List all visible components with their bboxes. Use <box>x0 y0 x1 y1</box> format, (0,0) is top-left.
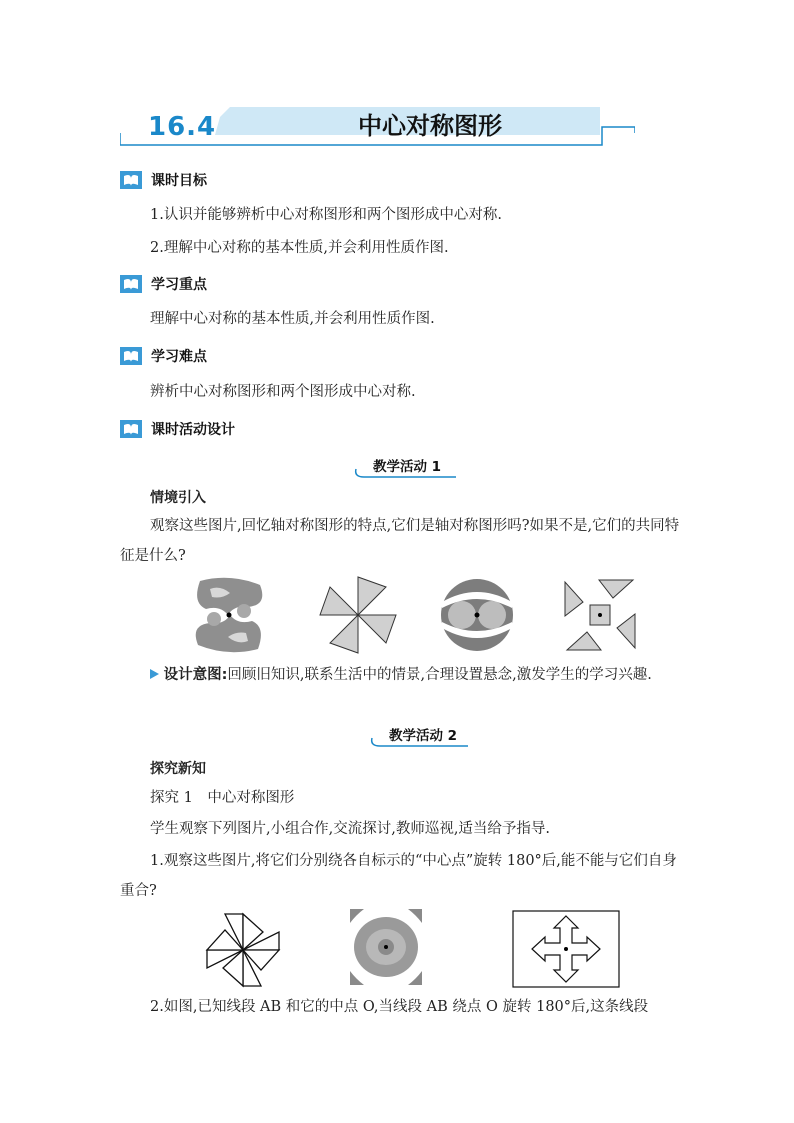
section-number: 16.4 <box>148 112 217 142</box>
book-icon <box>120 347 142 365</box>
book-icon <box>120 420 142 438</box>
heading-design-label: 课时活动设计 <box>151 422 235 438</box>
activity-2-instruction: 学生观察下列图片,小组合作,交流探讨,教师巡视,适当给予指导. <box>150 821 551 837</box>
figure-ornament <box>348 907 424 987</box>
activity-1-text: 观察这些图片,回忆轴对称图形的特点,它们是轴对称图形吗?如果不是,它们的共同特征是什么? <box>120 518 680 564</box>
goal-2: 2.理解中心对称的基本性质,并会利用性质作图. <box>150 240 449 256</box>
activity-1-title: 教学活动 1 <box>372 459 442 475</box>
activity-2-label <box>368 724 478 750</box>
figure-yin-circles <box>440 578 514 652</box>
explore-1-title: 探究 1 中心对称图形 <box>150 790 295 806</box>
book-icon <box>120 275 142 293</box>
heading-difficulty <box>120 346 207 366</box>
activity-2-title: 教学活动 2 <box>388 728 458 744</box>
heading-design <box>120 419 235 439</box>
triangle-bullet-icon <box>150 669 159 679</box>
section-title: 中心对称图形 <box>358 112 502 140</box>
design-text: 回顾旧知识,联系生活中的情景,合理设置悬念,激发学生的学习兴趣. <box>227 667 652 683</box>
figure-four-arrows <box>512 910 620 988</box>
activity-1-label <box>352 455 462 481</box>
figure-dragon-pattern <box>190 575 268 655</box>
figure-triangles-square <box>563 578 637 652</box>
figure-pinwheel-triangles <box>318 575 398 655</box>
heading-key-label: 学习重点 <box>151 277 207 293</box>
book-icon <box>120 171 142 189</box>
key-point: 理解中心对称的基本性质,并会利用性质作图. <box>150 311 435 327</box>
question-1: 1.观察这些图片,将它们分别绕各自标示的“中心点”旋转 180°后,能不能与它们自身重合? <box>120 853 677 899</box>
goal-1: 1.认识并能够辨析中心对称图形和两个图形成中心对称. <box>150 207 502 223</box>
heading-goals-label: 课时目标 <box>151 173 207 189</box>
activity-2-subheading: 探究新知 <box>150 761 206 777</box>
question-2: 2.如图,已知线段 AB 和它的中点 O,当线段 AB 绕点 O 旋转 180°后,这条线段 <box>150 999 649 1015</box>
heading-key <box>120 274 207 294</box>
design-label: 设计意图: <box>163 667 228 683</box>
heading-difficulty-label: 学习难点 <box>151 349 207 365</box>
activity-1-design <box>120 660 680 690</box>
difficulty-point: 辨析中心对称图形和两个图形成中心对称. <box>150 384 416 400</box>
heading-goals <box>120 170 207 190</box>
activity-1-subheading: 情境引入 <box>150 490 206 506</box>
figure-pinwheel-lines <box>205 912 281 988</box>
